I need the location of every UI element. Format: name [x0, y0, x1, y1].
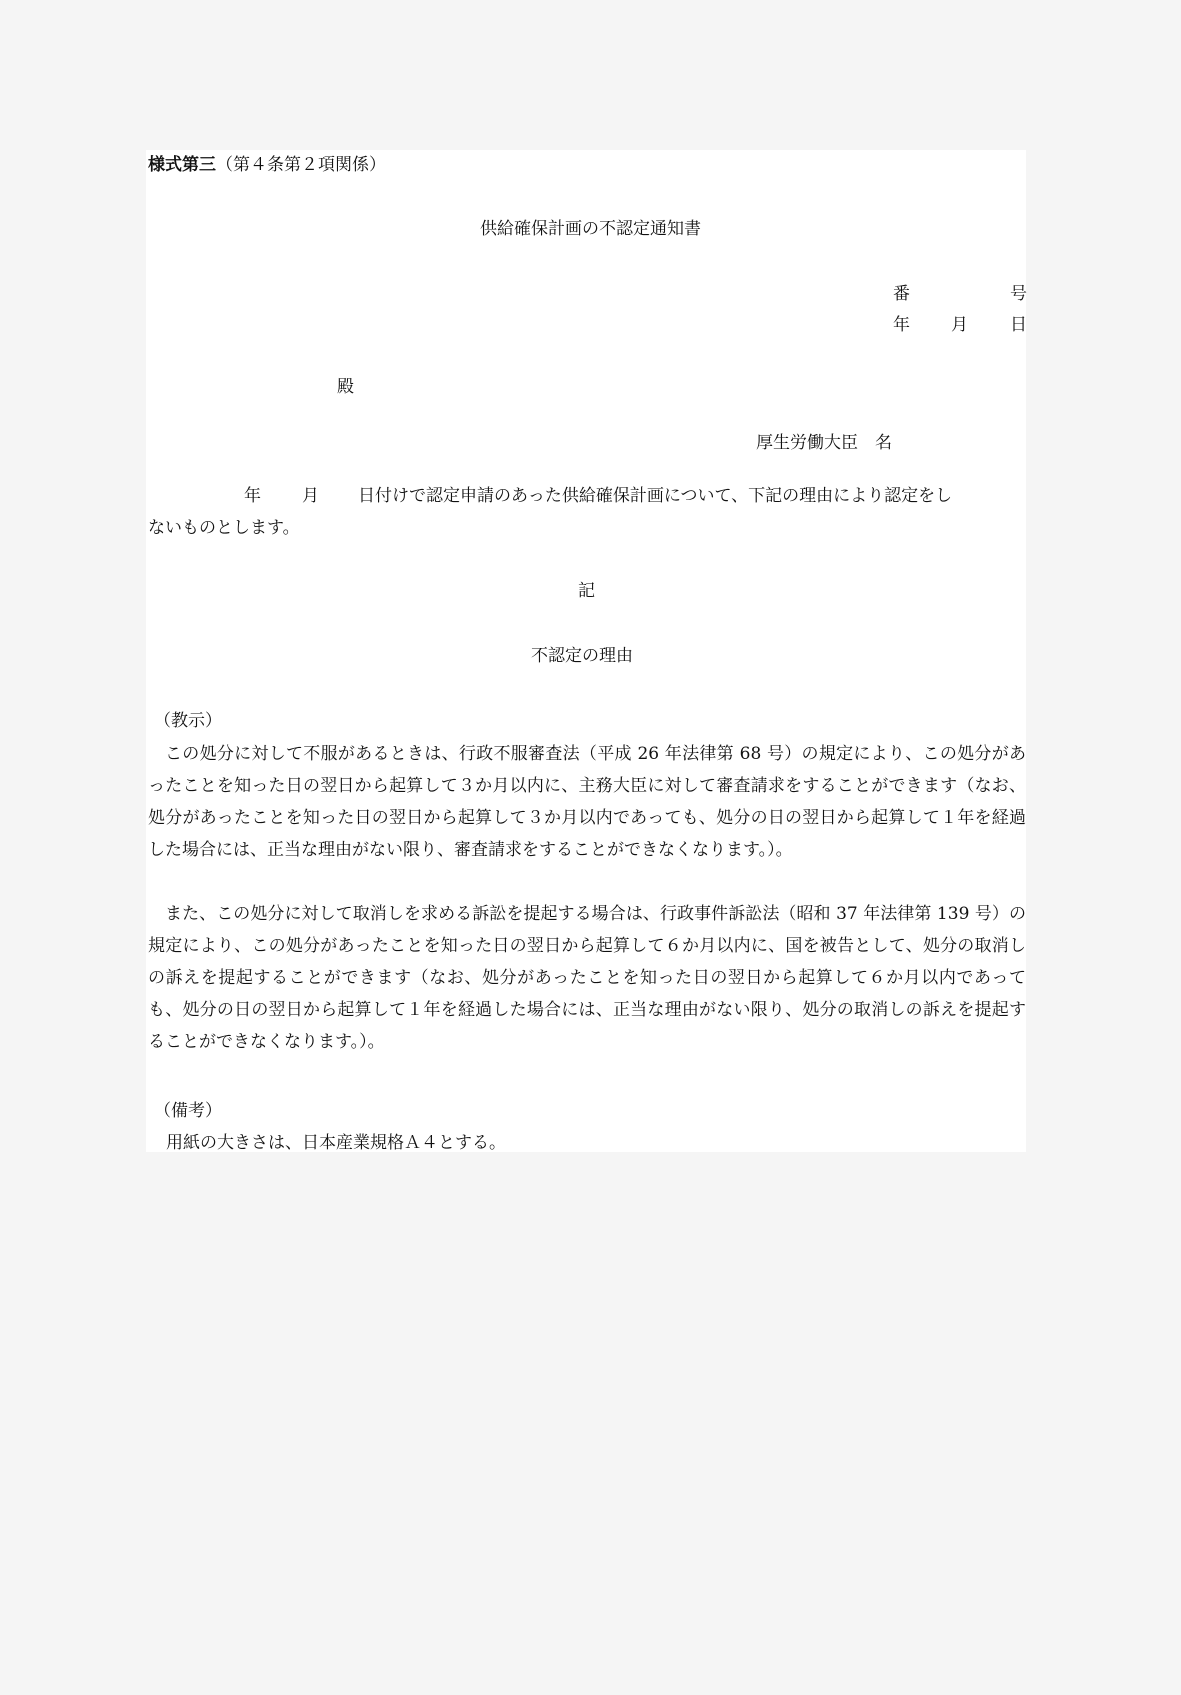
instruction-heading: （教示） [154, 711, 222, 731]
date-month-label: 月 [951, 315, 968, 335]
number-label-ban: 番 [893, 284, 910, 304]
body-year-label: 年 [244, 486, 261, 506]
date-year-label: 年 [893, 315, 910, 335]
remarks-heading: （備考） [154, 1101, 222, 1121]
ki-heading: 記 [578, 581, 595, 601]
remarks-text: 用紙の大きさは、日本産業規格Ａ４とする。 [166, 1133, 506, 1153]
document-title: 供給確保計画の不認定通知書 [480, 219, 701, 239]
number-label-go: 号 [1010, 284, 1027, 304]
form-label-article: （第４条第２項関係） [216, 155, 386, 175]
recipient-honorific: 殿 [337, 377, 354, 397]
body-month-label: 月 [302, 486, 319, 506]
form-label [148, 154, 386, 176]
date-day-label: 日 [1010, 315, 1027, 335]
instruction-paragraph-2: また、この処分に対して取消しを求める訴訟を提起する場合は、行政事件訴訟法（昭和 37 年法律第 139 号）の規定により、この処分があったことを知った日の翌日から起算して６か月以内に、国を被告として、処分の取消しの訴えを提起することができます（なお、処分があったことを知った日の翌日から起算して６か月以内であっても、処分の日の翌日から起算して１年を経過した場合には、正当な理由がない限り、処分の取消しの訴えを提起することができなくなります。）。 [148, 904, 1026, 1052]
instruction-paragraph-1: この処分に対して不服があるときは、行政不服審査法（平成 26 年法律第 68 号）の規定により、この処分があったことを知った日の翌日から起算して３か月以内に、主務大臣に対して審査請求をすることができます（なお、処分があったことを知った日の翌日から起算して３か月以内であっても、処分の日の翌日から起算して１年を経過した場合には、正当な理由がない限り、審査請求をすることができなくなります。）。 [148, 744, 1026, 860]
form-label-bold: 様式第三 [148, 155, 216, 175]
body-text-line-2: ないものとします。 [148, 518, 300, 538]
reason-heading: 不認定の理由 [531, 646, 633, 666]
body-text-line-1: 日付けで認定申請のあった供給確保計画について、下記の理由により認定をし [358, 486, 953, 506]
sender-name: 厚生労働大臣 名 [756, 433, 892, 453]
